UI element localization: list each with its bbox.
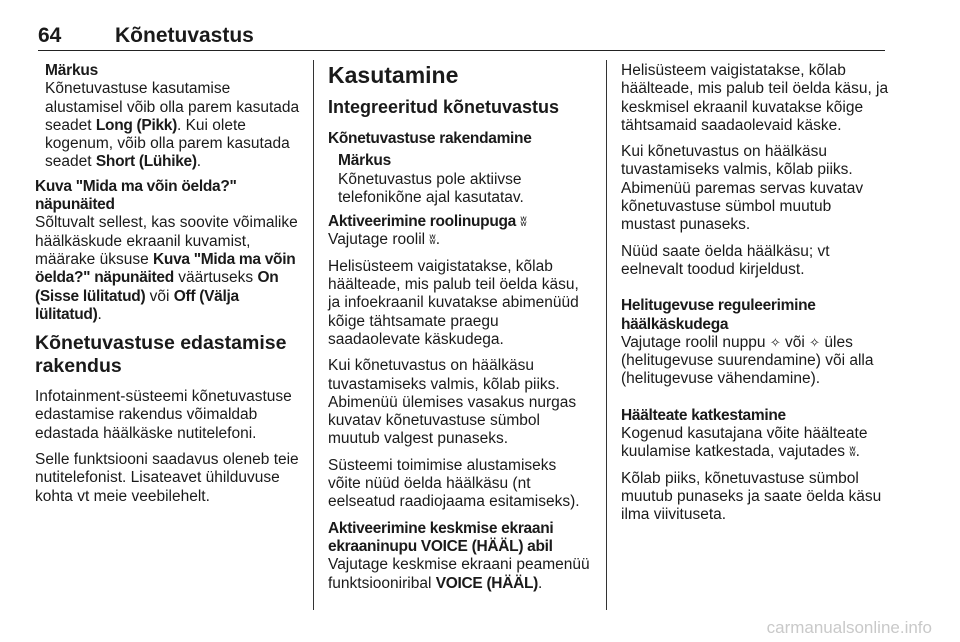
volume-text-a: Vajutage roolil nuppu [621, 333, 766, 351]
screen-paragraph [328, 520, 590, 593]
paragraph: Süsteemi toimimise alustamiseks võite nüüd öelda häälkäsu (nt eelseatud raadiojaama esitamiseks). [328, 456, 580, 511]
screen-heading: Aktiveerimine keskmise ekraani ekraaninupu VOICE (HÄÄL) abil [328, 519, 554, 555]
voice-label: VOICE (HÄÄL) [435, 574, 539, 592]
paragraph: Kui kõnetuvastus on häälkäsu tuvastamiseks valmis, kõlab piiks. Abimenüü paremas servas kuvatav kõnetuvastuse sümbol muutub mustast punaseks. [621, 143, 864, 234]
volume-heading: Helitugevuse reguleerimine häälkäskudega [621, 297, 816, 333]
screen-text: Vajutage keskmise ekraani peamenüü funktsiooniribal [328, 556, 590, 592]
paragraph: Kõlab piiks, kõnetuvastuse sümbol muutub punaseks ja saate öelda käsu ilma viivituseta. [621, 469, 882, 524]
watermark: carmanualsonline.info [766, 618, 932, 637]
interrupt-heading: Häälteate katkestamine [621, 406, 786, 424]
volume-button-icon: ✧ [809, 334, 821, 350]
volume-text-b: või [785, 333, 805, 351]
wheel-text: Vajutage roolil [328, 231, 426, 249]
column-middle [328, 62, 590, 601]
tips-text-b: väärtuseks [173, 269, 258, 287]
tips-paragraph [35, 178, 300, 324]
chapter-subtitle: Integreeritud kõnetuvastus [328, 97, 560, 117]
paragraph: Nüüd saate öelda häälkäsu; vt eelnevalt toodud kirjeldust. [621, 242, 830, 278]
paragraph: Helisüsteem vaigistatakse, kõlab häälteade, mis palub teil öelda käsu, ja keskmisel ekraanil kuvatakse kõige tähtsamaid saadaolevaid käske. [621, 62, 889, 134]
tips-text-a: Sõltuvalt sellest, kas soovite võimalike häälkäskude ekraanil kuvamist, määrake üksuse [35, 214, 298, 268]
note-title: Märkus [338, 152, 392, 170]
page-header [38, 22, 885, 52]
tips-text-d: . [97, 305, 102, 323]
interrupt-paragraph [621, 407, 889, 462]
voice-button-icon: ʬ [849, 444, 856, 460]
page-title: Kõnetuvastus [115, 24, 254, 47]
setting-long: Long (Pikk) [95, 116, 177, 134]
paragraph: Helisüsteem vaigistatakse, kõlab häälteade, mis palub teil öelda käsu, ja infoekraanil kuvatakse abimenüüd kõige tähtsamate praegu saadaolevate käskudega. [328, 257, 579, 348]
volume-text-c: üles (helitugevuse suurendamine) või alla (helitugevuse vähendamine). [621, 333, 874, 388]
tips-setting-name: Kuva "Mida ma võin öelda?" näpunäited [35, 250, 296, 287]
note-text-c: . [196, 153, 202, 171]
screen-text-end: . [538, 574, 543, 592]
note-text-a: Kõnetuvastuse kasutamise alustamisel võib olla parem kasutada seadet [45, 80, 300, 134]
note-text-b: . Kui olete kogenum, võib olla parem kasutada seadet [45, 116, 290, 171]
column-divider-1 [313, 60, 314, 610]
column-right [621, 62, 889, 533]
voice-button-icon: ʬ [520, 214, 527, 230]
note-box [338, 152, 590, 207]
note-title: Märkus [45, 62, 99, 79]
paragraph: Selle funktsiooni saadavus oleneb teie nutitelefonist. Lisateavet ühilduvuse kohta vt meie veebilehelt. [35, 451, 299, 505]
column-divider-2 [606, 60, 607, 610]
header-rule [38, 50, 885, 51]
subsection-heading: Kõnetuvastuse rakendamine [328, 130, 532, 147]
tips-text-c: või [145, 287, 174, 305]
paragraph: Infotainment-süsteemi kõnetuvastuse edastamise rakendus võimaldab edastada häälkäske nutitelefoni. [35, 388, 292, 442]
column-left [35, 62, 300, 514]
page-number: 64 [38, 24, 62, 47]
tips-setting-off: Off (Välja lülitatud) [35, 287, 239, 323]
interrupt-text-end: . [855, 443, 860, 461]
tips-heading: Kuva "Mida ma võin öelda?" näpunäited [35, 177, 237, 214]
volume-paragraph [621, 297, 889, 388]
note-text: Kõnetuvastus pole aktiivse telefonikõne ajal kasutatav. [338, 170, 524, 206]
wheel-text-end: . [435, 231, 441, 249]
note-box [45, 62, 300, 172]
wheel-heading: Aktiveerimine roolinupuga [328, 213, 517, 231]
wheel-paragraph [328, 213, 590, 250]
section-heading: Kõnetuvastuse edastamise rakendus [35, 332, 287, 378]
voice-button-icon: ʬ [429, 232, 436, 248]
chapter-title: Kasutamine [328, 62, 459, 88]
volume-button-icon: ✧ [769, 334, 781, 350]
paragraph: Kui kõnetuvastus on häälkäsu tuvastamiseks valmis, kõlab piiks. Abimenüü ülemises vasakus nurgas kuvatav kõnetuvastuse sümbol muutub valgest punaseks. [328, 357, 577, 448]
setting-short: Short (Lühike) [95, 153, 197, 171]
note-text [45, 80, 300, 171]
tips-setting-on: On (Sisse lülitatud) [35, 269, 279, 305]
interrupt-text: Kogenud kasutajana võite häälteate kuulamise katkestada, vajutades [621, 425, 868, 461]
